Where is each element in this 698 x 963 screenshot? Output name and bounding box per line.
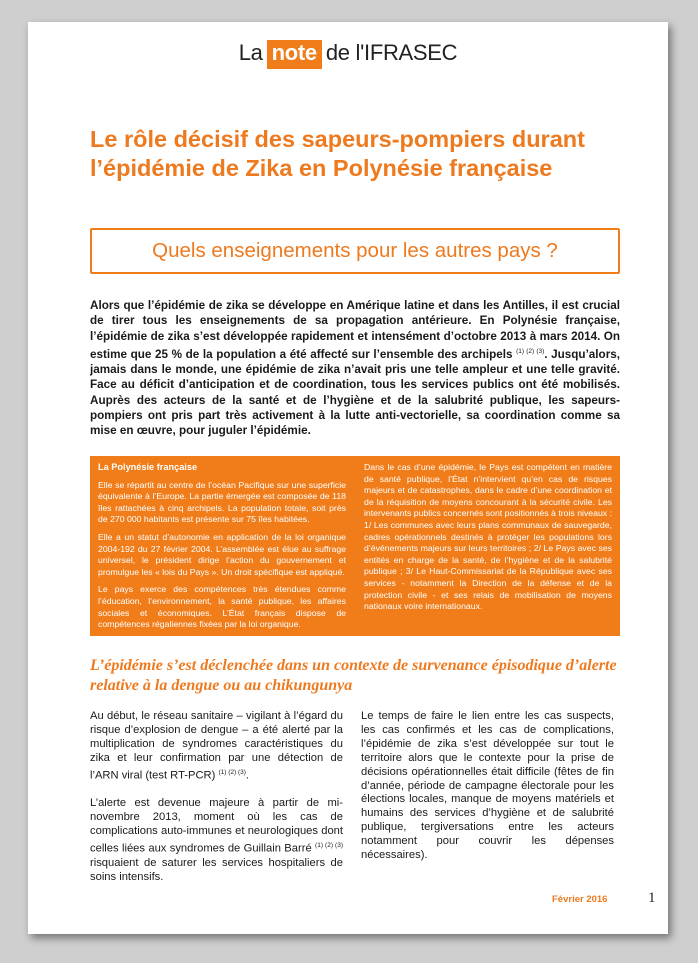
body-left-column xyxy=(90,710,343,898)
masthead-suffix: de l'IFRASEC xyxy=(325,40,458,65)
body-paragraph xyxy=(90,710,343,783)
body-refs: (1) (2) (3) xyxy=(218,768,246,776)
info-box-paragraph: Elle a un statut d’autonomie en application de la loi organique 2004-192 du 27 février 2004. L’assemblée est élue au suffrage universel, le président dirige l’action du gouvernement et promulgue les « lois du Pays ». Un droit spécifique est appliqué. xyxy=(98,531,346,577)
info-box-paragraph: Le pays exerce des compétences très étendues comme l’éducation, l’environnement, la santé publique, les affaires sociales et économiques. L’État français dispose de compétences régaliennes fixées par la loi organique. xyxy=(98,584,346,630)
intro-refs: (1) (2) (3) xyxy=(516,347,545,355)
info-box-left-column xyxy=(98,462,346,637)
document-page xyxy=(28,22,668,934)
masthead xyxy=(28,40,668,69)
info-box-paragraph: Dans le cas d’une épidémie, le Pays est compétent en matière de santé publique, l’État n’intervient qu’en cas de risques majeurs et de catastrophes, dans le cadre d’une coordination et de la réquisition de moyens concourant à la sécurité civile. Les intervenants publics concernés sont positionnés à trois niveaux : 1/ Les communes avec leurs plans communaux de sauvegarde, cadres opérationnels destinés à protéger les populations lors d’événements majeurs sur leurs territoires ; 2/ Le Pays avec ses entités en charge de la santé, de l’hygiène et de la salubrité publique ; 3/ Le Haut-Commissariat de la République avec ses services - notamment la Direction de la défense et de la protection civile - et ses relais de mobilisation de moyens nationaux voire internationaux. xyxy=(364,462,612,612)
body-right-column xyxy=(361,710,614,877)
intro-text-2: . Jusqu’alors, jamais dans le monde, une épidémie de zika n’avait pris une telle ampleur et une telle gravité. Face au déficit d’anticipation et de coordination, tous les services publics ont été mobilisés. Auprès des acteurs de la santé et de l’hygiène et de la salubrité publique, les sapeurs-pompiers ont pris part très activement à la lutte anti-vectorielle, sa coordination comme sa mise en œuvre, pour juguler l’épidémie. xyxy=(90,347,620,438)
info-box-title: La Polynésie française xyxy=(98,462,198,472)
intro-paragraph xyxy=(90,298,620,439)
body-text: risquaient de saturer les services hospitaliers de soins intensifs. xyxy=(90,856,343,883)
body-text: . xyxy=(245,769,250,782)
masthead-note-highlight: note xyxy=(267,40,322,69)
body-refs: (1) (2) (3) xyxy=(315,841,344,849)
footer-date: Février 2016 xyxy=(552,894,608,905)
article-subtitle: Quels enseignements pour les autres pays ? xyxy=(90,228,620,274)
section-heading: L’épidémie s’est déclenchée dans un contexte de survenance épisodique d’alerte relative à la dengue ou au chikungunya xyxy=(90,657,617,694)
info-box-polynesie xyxy=(90,456,620,636)
info-box-right-column xyxy=(364,462,612,619)
page-number: 1 xyxy=(648,890,656,906)
body-text: Au début, le réseau sanitaire – vigilant à l’égard du risque d’explosion de dengue – a été alerté par la multiplication de syndromes caractéristiques du zika et leur confirmation par une détection de l’ARN viral (test RT-PCR) xyxy=(90,710,343,782)
intro-text-1: Alors que l’épidémie de zika se développe en Amérique latine et dans les Antilles, il est crucial de tirer tous les enseignements de sa propagation antérieure. En Polynésie française, l’épidémie de zika s’est développée rapidement et intensément d’octobre 2013 à mars 2014. On estime que 25 % de la population a été affecté sur l’ensemble des archipels xyxy=(90,299,620,361)
body-text: L’alerte est devenue majeure à partir de mi-novembre 2013, moment où les cas de complications auto-immunes et neurologiques dont celles liées aux syndromes de Guillain Barré xyxy=(90,797,343,855)
masthead-prefix: La xyxy=(238,40,263,65)
info-box-paragraph: Elle se répartit au centre de l’océan Pacifique sur une superficie équivalente à l’Europe. La partie émergée est composée de 118 îles rattachées à cinq archipels. La population totale, soit près de 270 000 habitants est présente sur 75 îles habitées. xyxy=(98,479,346,525)
article-title: Le rôle décisif des sapeurs-pompiers durant l’épidémie de Zika en Polynésie française xyxy=(90,126,585,181)
body-paragraph: Le temps de faire le lien entre les cas suspects, les cas confirmés et les cas de complications, l’épidémie de zika s’est développée sur tout le territoire alors que le contexte pour la prise de décisions opérationnelles était difficile (fêtes de fin d’année, période de campagne électorale pour les élections locales, manque de moyens matériels et humains des services d’hygiène et de salubrité publique, tergiversations entre les acteurs notamment pour couvrir les dépenses nécessaires). xyxy=(361,710,614,862)
body-paragraph xyxy=(90,797,343,884)
